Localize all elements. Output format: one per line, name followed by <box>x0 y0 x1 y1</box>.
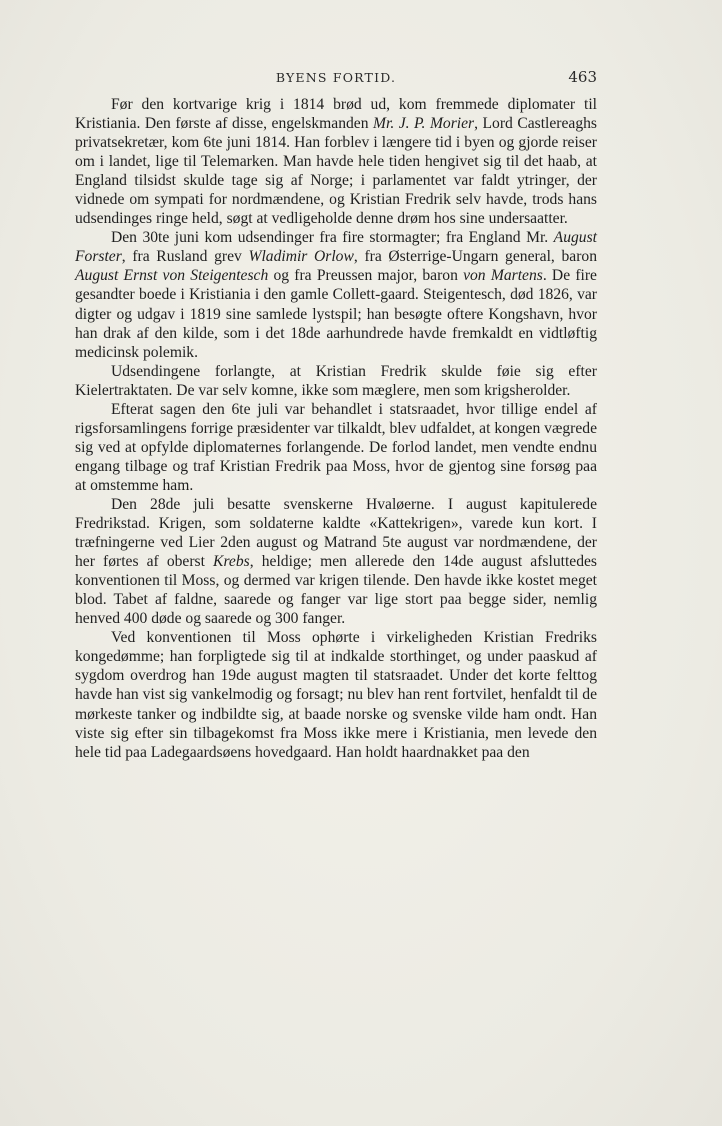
text-run: , Lord Castlereaghs privatsekretær, kom 6te juni 1814. Han forblev i længere tid i byen og gjorde reiser om i landet, lige til Telemarken. Man havde hele tiden hengivet sig til det haab, at England tilsidst skulde tage sig af Norge; i parlamentet var faldt ytringer, der vidnede om sympati for nordmændene, og Kristian Fredrik selv havde, trods hans udsendinges ringe held, søgt at vedligeholde denne drøm hos sine undersaatter. <box>75 115 597 228</box>
text-run: og fra Preussen major, baron <box>268 267 464 285</box>
text-run: Før den kortvarige krig i 1814 brød ud, kom fremmede diplomater til Kristiania. Den første af disse, engelskmanden <box>75 96 597 133</box>
paragraph <box>75 95 597 228</box>
italic-name: Krebs <box>213 553 250 571</box>
text-run: Efterat sagen den 6te juli var behandlet i statsraadet, hvor tillige endel af rigsforsamlingens forrige præsidenter var tilkaldt, blev udfaldet, at kongen vægrede sig ved at opfylde diplomaternes forlangende. De forlod landet, men vendte endnu engang tilbage og traf Kristian Fredrik paa Moss, hvor de gjentog sine forsøg paa at omstemme ham. <box>75 400 597 494</box>
text-run: Ved konventionen til Moss ophørte i virkeligheden Kristian Fredriks kongedømme; han forpligtede sig til at indkalde storthinget, og under paaskud af sygdom overdrog han 19de august magten til statsraadet. Under det korte felttog havde han vist sig vankelmodig og forsagt; nu blev han rent fortvilet, henfaldt til de mørkeste tanker og indbildte sig, at baade norske og svenske vilde ham ondt. Han viste sig efter sin tilbagekomst fra Moss ikke mere i Kristiania, men levede den hele tid paa Ladegaardsøens hovedgaard. Han holdt haardnakket paa den <box>75 629 597 761</box>
page-number: 463 <box>568 68 597 86</box>
italic-name: August Ernst von Steigentesch <box>75 267 269 285</box>
text-run: , heldige; men allerede den 14de august afsluttedes konventionen til Moss, og dermed var krigen tilende. Den havde ikke kostet meget blod. Tabet af faldne, saarede og fanger var lige stort paa begge sider, nemlig henved 400 døde og saarede og 300 fanger. <box>75 553 597 628</box>
paragraph <box>75 362 597 400</box>
body-text <box>75 95 597 762</box>
paragraph <box>75 628 597 761</box>
paragraph <box>75 495 597 628</box>
italic-name: Wladimir Orlow <box>248 248 354 266</box>
italic-name: Mr. J. P. Morier <box>373 115 475 133</box>
text-run: Udsendingene forlangte, at Kristian Fredrik skulde føie sig efter Kielertraktaten. De var selv komne, ikke som mæglere, men som krigsherolder. <box>75 362 597 399</box>
text-run: , fra Rusland grev <box>121 248 249 266</box>
italic-name: August Forster <box>75 229 597 266</box>
text-run: Den 28de juli besatte svenskerne Hvaløerne. I august kapitulerede Fredrikstad. Krigen, som soldaterne kaldte «Kattekrigen», varede kun kort. I træfningerne ved Lier 2den august og Matrand 5te august var nordmændene, der her førtes af oberst <box>75 495 597 571</box>
text-run: , fra Østerrige-Ungarn general, baron <box>353 248 597 266</box>
running-title: BYENS FORTID. <box>275 70 397 85</box>
running-head <box>75 68 597 88</box>
italic-name: von Martens <box>463 267 543 285</box>
paragraph <box>75 400 597 495</box>
text-run: . De fire gesandter boede i Kristiania i den gamle Collett-gaard. Steigentesch, død 1826, var digter og udgav i 1819 sine samlede lystspil; han besøgte oftere Kongshavn, hvor han drak af den kilde, som i det 18de aarhundrede havde fremkaldt en vidtløftig medicinsk polemik. <box>75 267 597 361</box>
text-run: Den 30te juni kom udsendinger fra fire stormagter; fra England Mr. <box>111 229 554 247</box>
paragraph <box>75 228 597 361</box>
